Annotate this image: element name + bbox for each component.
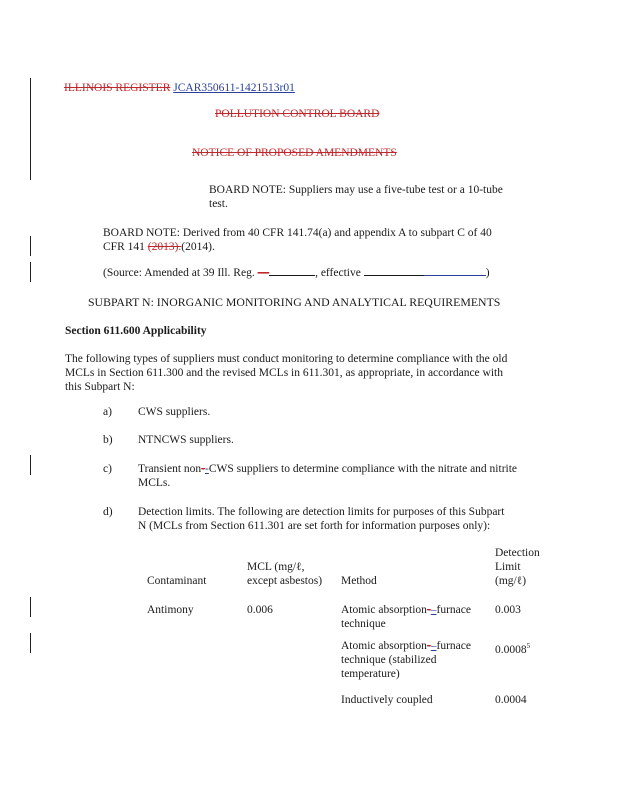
table-row-dl: 0.0004 xyxy=(495,694,527,706)
table-row-method: Inductively coupled xyxy=(341,694,433,706)
subpart-heading: SUBPART N: INORGANIC MONITORING AND ANALYTICAL REQUIREMENTS xyxy=(88,295,501,309)
header-mcl: MCL (mg/ℓ, except asbestos) xyxy=(247,561,323,587)
item-c-text: Transient non--CWS suppliers to determine compliance with the nitrate and nitrite MCLs. xyxy=(138,463,518,489)
item-b: b) xyxy=(103,434,113,446)
header-contaminant: Contaminant xyxy=(147,575,207,587)
table-row-mcl: 0.006 xyxy=(247,604,273,616)
item-a-text: CWS suppliers. xyxy=(138,406,211,418)
change-bar xyxy=(30,633,31,653)
change-bar xyxy=(30,78,31,180)
register-struck: ILLINOIS REGISTER xyxy=(64,82,171,94)
table-row-dl: 0.003 xyxy=(495,604,521,616)
header-method: Method xyxy=(341,575,377,587)
change-bar xyxy=(30,597,31,617)
notice-header: NOTICE OF PROPOSED AMENDMENTS xyxy=(192,147,397,159)
board-header: POLLUTION CONTROL BOARD xyxy=(215,108,380,120)
register-header xyxy=(64,81,295,95)
change-bar xyxy=(30,262,31,282)
struck-dash: — xyxy=(257,267,270,279)
item-a: a) xyxy=(103,406,112,418)
table-row-method: Atomic absorption-–furnace technique (stabilized temperature) xyxy=(341,640,471,680)
board-note-1: BOARD NOTE: Suppliers may use a five-tube test or a 10-tube test. xyxy=(209,184,503,210)
table-row-contaminant: Antimony xyxy=(147,604,194,616)
intro-paragraph: The following types of suppliers must conduct monitoring to determine compliance with the old MCLs in Section 611.300 and the revised MCLs in 611.301, as appropriate, in accordance with this Subpart N: xyxy=(65,353,508,393)
item-d-text: Detection limits. The following are detection limits for purposes of this Subpart N (MCLs from Section 611.301 are set forth for information purposes only): xyxy=(138,506,505,532)
item-c: c) xyxy=(103,463,112,475)
section-heading: Section 611.600 Applicability xyxy=(65,325,207,337)
item-d: d) xyxy=(103,506,113,518)
table-row-method: Atomic absorption-–furnace technique xyxy=(341,604,471,630)
item-b-text: NTNCWS suppliers. xyxy=(138,434,234,446)
change-bar xyxy=(30,455,31,475)
board-note-2: BOARD NOTE: Derived from 40 CFR 141.74(a) and appendix A to subpart C of 40 CFR 141 (2013).(2014). xyxy=(103,227,492,253)
change-bar xyxy=(30,236,31,256)
table-row-dl: 0.0008$^5$ xyxy=(495,642,531,656)
header-detection-limit: Detection Limit (mg/ℓ) xyxy=(495,547,540,587)
source-line: (Source: Amended at 39 Ill. Reg. — , effective ) xyxy=(103,267,490,279)
jcar-inserted: JCAR350611-1421513r01 xyxy=(173,82,295,94)
